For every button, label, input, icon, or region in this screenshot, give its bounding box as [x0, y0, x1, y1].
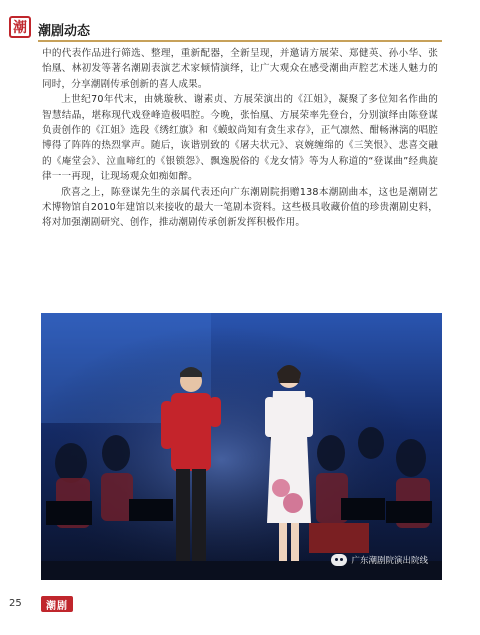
wechat-icon — [331, 554, 347, 566]
watermark-text: 广东潮剧院演出院线 — [351, 556, 428, 566]
article-body — [42, 46, 438, 231]
page-header — [0, 0, 480, 44]
article-paragraph: 中的代表作品进行筛选、整理，重新配器，全新呈现，并邀请方展荣、郑健英、孙小华、张怡凰、林初发等著名潮剧表演艺术家倾情演绎，让广大观众在感受潮曲声腔艺术迷人魅力的同时，分享潮剧传承创新的喜人成果。 — [42, 48, 438, 90]
stage-scene-illustration — [41, 313, 442, 580]
article-paragraph: 上世纪70年代末，由姚璇秋、谢素贞、方展荣演出的《江姐》，凝聚了多位知名作曲的智慧结晶，堪称现代戏登峰造极唱腔。今晚，张怡凰、方展荣率先登台，分别演绎由陈登谋负责创作的《江姐》选段《绣红旗》和《蟆蚁尚知有贪生求存》，正气凛然、酣畅淋漓的唱腔博得了阵阵的热烈掌声。随后，诙谐别致的《屠夫状元》、哀婉缠绵的《三笑恨》、悲喜交融的《庵堂会》、泣血啼红的《银锁怨》、飘逸脱俗的《龙女情》等为人称道的“登谋曲”经典旋律一一再现，让现场观众如痴如醉。 — [42, 94, 438, 183]
section-title: 潮剧动态 — [38, 24, 91, 39]
performance-photo — [41, 313, 442, 580]
footer-logo: 潮剧 — [41, 596, 73, 612]
page-number: 25 — [9, 598, 22, 609]
watermark — [331, 554, 428, 566]
header-divider — [38, 40, 442, 42]
article-paragraph: 欣喜之上，陈登谋先生的亲属代表还向广东潮剧院捐赠138本潮剧曲本，这也是潮剧艺术博物馆自2010年建馆以来接收的最大一笔剧本资料。这些极具收藏价值的珍贵潮剧史料，将对加强潮剧研究、创作，推动潮剧传承创新发挥积极作用。 — [42, 186, 438, 229]
magazine-logo: 潮 — [9, 16, 31, 38]
